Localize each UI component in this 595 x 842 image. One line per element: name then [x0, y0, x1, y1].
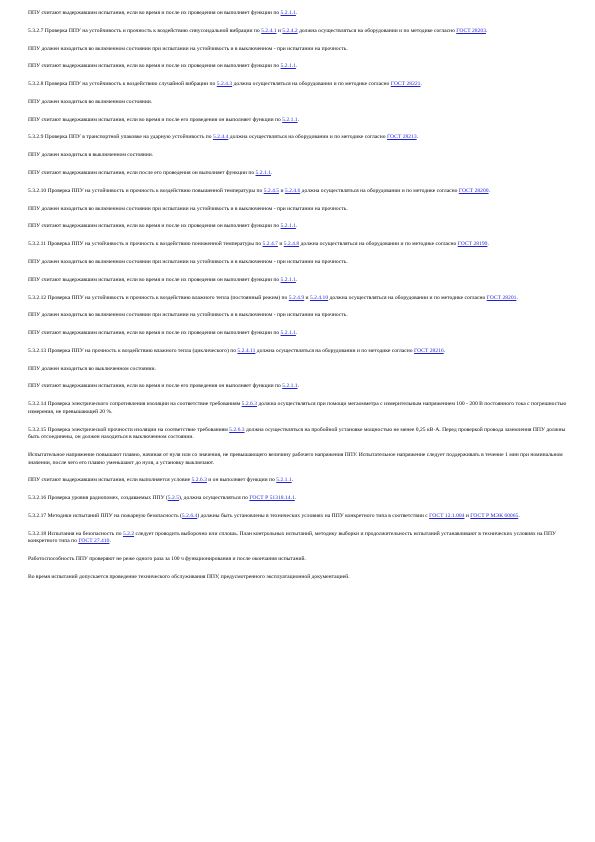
- paragraph: [28, 206, 568, 214]
- paragraph-text: должна осуществляться на оборудовании и по методике согласно: [300, 187, 459, 194]
- paragraph-text: 5.3.2.8 Проверка ППУ на устойчивость к воздействию случайной вибрации по: [28, 81, 217, 88]
- paragraph-text: .: [295, 63, 298, 70]
- paragraph-text: ППУ считают выдержавшим испытания, если во время и после его проведения он выполняет функции по: [28, 383, 283, 390]
- paragraph: [28, 401, 568, 416]
- paragraph-text: 5.3.2.15 Проверка электрической прочности изоляции на соответствие требованиям: [28, 426, 230, 433]
- paragraph-text: Во время испытаний допускается проведение технического обслуживания ППУ, предусмотренного эксплуатационной документацией.: [28, 573, 350, 580]
- paragraph-text: .: [420, 81, 422, 88]
- paragraph: [28, 10, 568, 18]
- paragraph-text: следует проводить выборочно или сплошь. План контрольных испытаний, методику выборки и продолжительность испытаний устанавливают в технических условиях на ППУ конкретного типа по: [28, 530, 556, 545]
- reference-link[interactable]: 5.2.6.3: [229, 426, 245, 433]
- reference-link[interactable]: 5.2.4.2: [282, 27, 298, 34]
- paragraph-text: и: [277, 241, 284, 248]
- reference-link[interactable]: 5.2.4.3: [216, 81, 233, 88]
- paragraph-text: .: [297, 116, 299, 123]
- paragraph: [28, 223, 568, 231]
- reference-link[interactable]: ГОСТ Р МЭК 60065: [470, 512, 519, 519]
- paragraph-text: .: [297, 383, 299, 390]
- reference-link[interactable]: ГОСТ 28200: [458, 187, 489, 194]
- reference-link[interactable]: 5.2.6.3: [191, 477, 207, 484]
- reference-link[interactable]: ГОСТ 28213: [386, 134, 417, 141]
- paragraph: [28, 134, 568, 142]
- reference-link[interactable]: 5.2.1.1: [280, 276, 296, 283]
- paragraph-text: должна осуществляться на пробойной установке мощностью не менее 0,25 кВ·А. Перед проверкой провода заземления ППУ должны быть отсоединены, он должен находиться в выключенном состоянии.: [28, 426, 566, 441]
- paragraph: [28, 452, 568, 467]
- paragraph: [28, 259, 568, 267]
- paragraph-text: ППУ считают выдержавшим испытания, если выполняется условие: [28, 477, 192, 484]
- reference-link[interactable]: 5.2.1.1: [255, 170, 271, 177]
- reference-link[interactable]: 5.2.1.1: [280, 330, 296, 337]
- paragraph: [28, 383, 568, 391]
- paragraph-text: должна осуществляться на оборудовании и по методике согласно: [297, 27, 457, 34]
- paragraph: [28, 348, 568, 356]
- paragraph-text: .: [487, 241, 489, 248]
- paragraph-text: .: [295, 223, 298, 230]
- paragraph: [28, 28, 568, 36]
- paragraph-text: ППУ должен находиться во включенном состоянии при испытании на устойчивость и в выключенном - при испытании на прочность.: [28, 45, 348, 52]
- reference-link[interactable]: ГОСТ 28199: [457, 241, 488, 248]
- paragraph-text: 5.3.2.16 Проверка уровня радиопомех, создаваемых ППУ (: [28, 495, 168, 502]
- paragraph-text: .: [516, 294, 518, 301]
- paragraph: [28, 99, 568, 107]
- paragraph-text: 5.3.2.12 Проверка ППУ на устойчивость и прочность к воздействию влажного тепла (постоянный режим) по: [28, 294, 289, 301]
- reference-link[interactable]: ГОСТ Р 51318.14.1: [249, 495, 295, 502]
- reference-link[interactable]: 5.2.6.4: [181, 512, 198, 519]
- paragraph-text: должна осуществляться на оборудовании и по методике согласно: [228, 134, 387, 141]
- paragraph-text: ППУ должен находиться во включенном состоянии при испытании на устойчивость и в выключенном - при испытании на прочность.: [28, 258, 348, 265]
- reference-link[interactable]: 5.2.6.3: [241, 401, 258, 408]
- reference-link[interactable]: ГОСТ 27.410: [78, 538, 110, 545]
- reference-link[interactable]: 5.2.4.9: [288, 294, 305, 301]
- paragraph-text: 5.3.2.14 Проверка электрического сопротивления изоляции на соответствие требованиям: [28, 401, 242, 408]
- reference-link[interactable]: 5.2.4.1: [261, 27, 277, 34]
- paragraph-text: и: [464, 512, 471, 519]
- paragraph-text: .: [270, 170, 273, 177]
- paragraph-text: ППУ считают выдержавшим испытания, если во время и после его проведения он выполняет функции по: [28, 116, 283, 123]
- paragraph: [28, 152, 568, 160]
- paragraph-text: ППУ должен находиться во включенном состоянии при испытании на устойчивость и в выключенном - при испытании на прочность.: [28, 312, 348, 319]
- reference-link[interactable]: 5.2.1.1: [276, 477, 292, 484]
- paragraph-text: должна осуществляться на оборудовании и по методике согласно: [232, 81, 391, 88]
- paragraph: [28, 117, 568, 125]
- paragraph-text: 5.3.2.7 Проверка ППУ на устойчивость и прочность к воздействию синусоидальной вибрации по: [28, 27, 262, 34]
- paragraph-text: ) должны быть установлены в технических условиях на ППУ конкретного типа в соответствии с: [197, 512, 430, 519]
- paragraph-text: и: [276, 27, 283, 34]
- paragraph-text: ППУ должен находиться во выключенном состоянии.: [28, 365, 156, 372]
- paragraph-text: .: [486, 27, 488, 34]
- paragraph-text: Работоспособность ППУ проверяют не реже одного раза за 100 ч функционирования и после окончания испытаний.: [28, 556, 306, 563]
- document-body: [28, 10, 568, 592]
- paragraph: [28, 63, 568, 71]
- paragraph-text: и он выполняет функции по: [206, 477, 277, 484]
- reference-link[interactable]: 5.2.2: [122, 530, 135, 537]
- paragraph-text: должна осуществляться на оборудовании и по методике согласно: [328, 294, 487, 301]
- paragraph-text: .: [294, 495, 297, 502]
- paragraph-text: 5.3.2.17 Методики испытаний ППУ на пожарную безопасность (: [28, 512, 182, 519]
- paragraph-text: 5.3.2.11 Проверка ППУ на устойчивость и прочность к воздействию пониженной температуры по: [28, 241, 263, 248]
- paragraph-text: .: [518, 512, 520, 519]
- reference-link[interactable]: 5.2.1.1: [280, 10, 296, 16]
- paragraph-text: 5.3.2.13 Проверка ППУ на прочность к воздействию влажного тепла (циклического) по: [28, 347, 238, 354]
- paragraph: [28, 477, 568, 485]
- paragraph-text: .: [295, 276, 298, 283]
- paragraph: [28, 427, 568, 442]
- reference-link[interactable]: 5.2.4.8: [283, 241, 300, 248]
- paragraph-text: Испытательное напряжение повышают плавно, начиная от нуля или со значения, не превышающего величину рабочего напряжения ППУ. Испытательное напряжение следует поддерживать в течение 1 мин при номинальном значении, после чего его плавно уменьшают до нуля, а установку выключают.: [28, 451, 563, 466]
- paragraph-text: ППУ считают выдержавшим испытания, если после его проведения он выполняет функции по: [28, 170, 256, 177]
- paragraph-text: 5.3.2.18 Испытания на безопасность по: [28, 530, 123, 537]
- paragraph-text: .: [443, 347, 446, 354]
- reference-link[interactable]: 5.2.5: [167, 495, 179, 502]
- paragraph: [28, 46, 568, 54]
- reference-link[interactable]: 5.2.4.4: [212, 134, 229, 141]
- reference-link[interactable]: ГОСТ 28201: [486, 294, 517, 301]
- paragraph: [28, 81, 568, 89]
- reference-link[interactable]: 5.2.4.10: [309, 294, 329, 301]
- paragraph-text: 5.3.2.10 Проверка ППУ на устойчивость и прочность к воздействию повышенной температуры по: [28, 187, 264, 194]
- paragraph-text: ППУ должен находиться во включенном состоянии при испытании на устойчивость и в выключенном - при испытании на прочность.: [28, 205, 348, 212]
- paragraph-text: ППУ должен находиться во включенном состоянии.: [28, 98, 153, 105]
- reference-link[interactable]: 5.2.1.1: [282, 383, 298, 390]
- paragraph-text: ППУ считают выдержавшим испытания, если во время и после их проведения он выполняет функции по: [28, 63, 281, 70]
- reference-link[interactable]: ГОСТ 28221: [390, 81, 421, 88]
- paragraph-text: .: [295, 330, 298, 337]
- reference-link[interactable]: 5.2.1.1: [280, 63, 296, 70]
- paragraph: [28, 277, 568, 285]
- paragraph-text: .: [109, 538, 111, 545]
- paragraph-text: .: [416, 134, 419, 141]
- reference-link[interactable]: 5.2.4.7: [262, 241, 278, 248]
- paragraph-text: ), должна осуществляться по: [178, 495, 250, 502]
- paragraph-text: ППУ считают выдержавшим испытания, если во время и после их проведения он выполняет функции по: [28, 10, 281, 16]
- paragraph: [28, 366, 568, 374]
- paragraph-text: ППУ считают выдержавшим испытания, если во время и после их проведения он выполняет функции по: [28, 330, 281, 337]
- paragraph-text: должна осуществляться на оборудовании и по методике согласно: [255, 347, 414, 354]
- paragraph-text: и: [304, 294, 310, 301]
- paragraph: [28, 556, 568, 564]
- paragraph: [28, 495, 568, 503]
- reference-link[interactable]: 5.2.4.11: [237, 347, 256, 354]
- paragraph-text: и: [279, 187, 285, 194]
- paragraph-text: 5.3.2.9 Проверка ППУ в транспортной упаковке на ударную устойчивость по: [28, 134, 213, 141]
- paragraph-text: ППУ считают выдержавшим испытания, если во время и после их проведения он выполняет функции по: [28, 223, 281, 230]
- reference-link[interactable]: ГОСТ 12.1.004: [429, 512, 465, 519]
- paragraph: [28, 330, 568, 338]
- reference-link[interactable]: ГОСТ 28216: [413, 347, 444, 354]
- reference-link[interactable]: 5.2.1.1: [280, 223, 296, 230]
- paragraph-text: .: [488, 187, 490, 194]
- paragraph: [28, 531, 568, 546]
- paragraph: [28, 312, 568, 320]
- paragraph: [28, 513, 568, 521]
- reference-link[interactable]: 5.2.4.5: [263, 187, 280, 194]
- reference-link[interactable]: 5.2.4.6: [284, 187, 301, 194]
- paragraph-text: ППУ считают выдержавшим испытания, если во время и после их проведения он выполняет функции по: [28, 276, 281, 283]
- paragraph: [28, 295, 568, 303]
- paragraph: [28, 170, 568, 178]
- paragraph-text: .: [295, 10, 298, 16]
- reference-link[interactable]: 5.2.1.1: [282, 116, 298, 123]
- paragraph: [28, 188, 568, 196]
- paragraph: [28, 241, 568, 249]
- paragraph-text: должна осуществляться на оборудовании и по методике согласно: [299, 241, 458, 248]
- paragraph-text: ППУ должен находиться в выключенном состоянии.: [28, 152, 154, 159]
- reference-link[interactable]: ГОСТ 28203: [456, 27, 486, 34]
- paragraph-text: .: [291, 477, 294, 484]
- paragraph: [28, 574, 568, 582]
- paragraph-text: должна осуществляться при помощи мегаомметра с измерительным напряжением 100 - 200 В постоянного тока с погрешностью измерения, не превышающей 20 %.: [28, 401, 567, 415]
